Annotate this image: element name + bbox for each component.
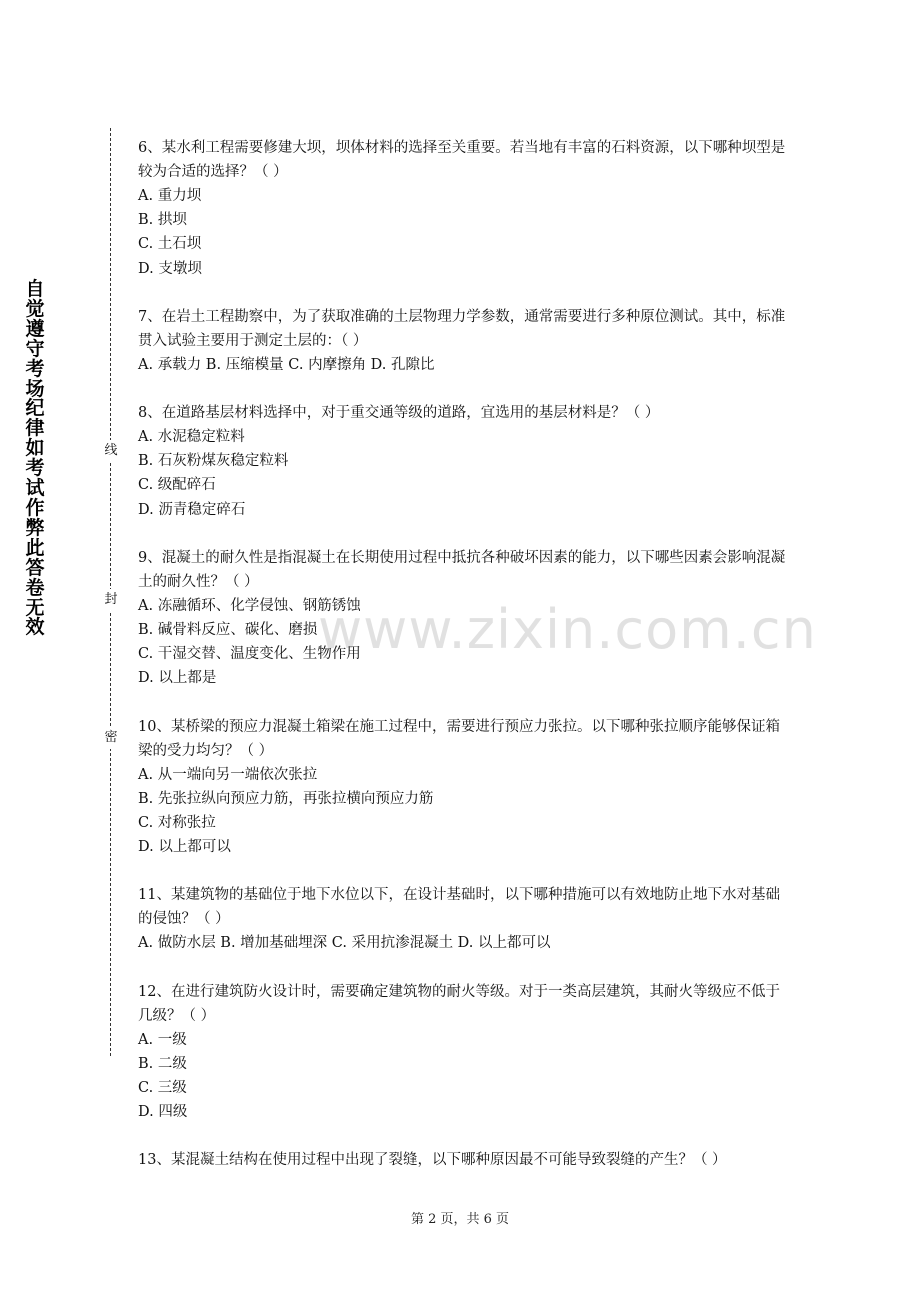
binding-char-mi: 密 (102, 727, 120, 749)
answer-option: D. 四级 (138, 1104, 188, 1121)
answer-option: A. 从一端向另一端依次张拉 (138, 766, 318, 783)
question-block (138, 980, 788, 1125)
answer-option: B. 先张拉纵向预应力筋，再张拉横向预应力筋 (138, 790, 434, 807)
answer-option: D. 以上都是 (138, 670, 217, 687)
answer-option: C. 三级 (138, 1080, 187, 1097)
answer-option: A. 冻融循环、化学侵蚀、钢筋锈蚀 (138, 597, 361, 614)
answer-option: A. 一级 (138, 1031, 187, 1048)
answer-option: B. 石灰粉煤灰稳定粒料 (138, 453, 289, 470)
question-block (138, 136, 788, 281)
exam-discipline-warning: 自觉遵守考场纪律如考试作弊此答卷无效 (25, 278, 45, 639)
question-list (138, 136, 788, 1196)
question-stem: 6、某水利工程需要修建大坝，坝体材料的选择至关重要。若当地有丰富的石料资源，以下哪种坝型是较为合适的选择？（ ） (138, 140, 786, 180)
question-stem: 8、在道路基层材料选择中，对于重交通等级的道路，宜选用的基层材料是？（ ） (138, 405, 660, 422)
answer-option: A. 做防水层 B. 增加基础埋深 C. 采用抗渗混凝土 D. 以上都可以 (138, 935, 551, 952)
question-block (138, 546, 788, 691)
question-stem: 9、混凝土的耐久性是指混凝土在长期使用过程中抵抗各种破坏因素的能力，以下哪些因素会影响混凝土的耐久性？（ ） (138, 549, 786, 590)
answer-option: B. 二级 (138, 1055, 187, 1072)
binding-char-xian: 线 (102, 440, 120, 462)
answer-option: A. 承载力 B. 压缩模量 C. 内摩擦角 D. 孔隙比 (138, 356, 435, 373)
question-stem: 7、在岩土工程勘察中，为了获取准确的土层物理力学参数，通常需要进行多种原位测试。其中，标准贯入试验主要用于测定土层的：（ ） (138, 308, 786, 349)
watermark: www.zixin.com.cn (318, 598, 817, 661)
binding-char-feng: 封 (102, 589, 120, 611)
question-block (138, 401, 788, 522)
page-footer: 第 2 页，共 6 页 (410, 1212, 510, 1227)
answer-option: D. 沥青稳定碎石 (138, 501, 246, 518)
answer-option: D. 以上都可以 (138, 839, 231, 856)
question-block (138, 1148, 788, 1172)
answer-option: B. 碱骨料反应、碳化、磨损 (138, 622, 318, 639)
question-stem: 10、某桥梁的预应力混凝土箱梁在施工过程中，需要进行预应力张拉。以下哪种张拉顺序能够保证箱梁的受力均匀？（ ） (138, 718, 780, 759)
question-block (138, 305, 788, 377)
answer-option: A. 重力坝 (138, 188, 202, 204)
answer-option: C. 干湿交替、温度变化、生物作用 (138, 646, 361, 663)
answer-option: C. 土石坝 (138, 236, 202, 253)
question-stem: 11、某建筑物的基础位于地下水位以下，在设计基础时，以下哪种措施可以有效地防止地下水对基础的侵蚀？（ ） (138, 887, 780, 928)
answer-option: C. 级配碎石 (138, 477, 216, 494)
answer-option: D. 支墩坝 (138, 260, 202, 277)
answer-option: A. 水泥稳定粒料 (138, 429, 245, 446)
question-stem: 13、某混凝土结构在使用过程中出现了裂缝，以下哪种原因最不可能导致裂缝的产生？（ ） (138, 1152, 727, 1169)
answer-option: B. 拱坝 (138, 212, 187, 229)
question-block (138, 883, 788, 955)
answer-option: C. 对称张拉 (138, 815, 216, 832)
question-block (138, 715, 788, 860)
question-stem: 12、在进行建筑防火设计时，需要确定建筑物的耐火等级。对于一类高层建筑，其耐火等级应不低于几级？（ ） (138, 983, 780, 1024)
